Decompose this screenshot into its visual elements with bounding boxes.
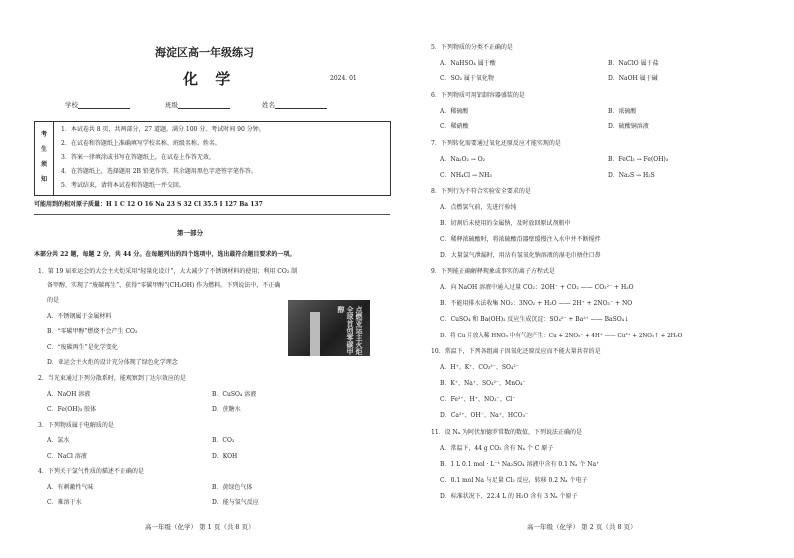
q8-option-c[interactable]: C．稀释浓硫酸时，将浓硫酸沿器壁缓慢注入水中并不断搅拌 [440, 236, 601, 243]
q1-option-d[interactable]: D．亚运会主火炬的设计充分体现了绿色化学理念 [47, 359, 178, 366]
q4-option-d[interactable]: D．能与氢气反应 [212, 499, 259, 506]
q7-option-c[interactable]: C．NH₄Cl → NH₃ [440, 172, 492, 179]
class-blank[interactable] [178, 101, 230, 109]
q6-option-d[interactable]: D．硫酸铜溶液 [608, 123, 649, 130]
torch-tower [310, 312, 320, 356]
q9-option-a[interactable]: A．向 NaOH 溶液中通入过量 CO₂：2OH⁻ + CO₂ —— CO₃²⁻ + H₂O [440, 284, 634, 291]
q9-option-b[interactable]: B．不能用排水法收集 NO₂：3NO₂ + H₂O —— 2H⁺ + 2NO₃⁻ + NO [440, 300, 633, 307]
q9-option-c[interactable]: C．CuSO₄ 和 Ba(OH)₂ 反应生成沉淀：SO₄²⁻ + Ba²⁺ —— BaSO₄↓ [440, 316, 630, 323]
q6-option-c[interactable]: C．稀硝酸 [440, 123, 469, 130]
notice-item: 5．考试结束，请将本试卷和答题纸一并交回。 [61, 182, 185, 189]
q9-option-d[interactable]: D．将 Cu 片放入稀 HNO₃ 中有气泡产生：Cu + 2NO₃⁻ + 4H⁺ —— Cu²⁺ + 2NO₂↑ + 2H₂O [440, 333, 683, 339]
q7-stem: 7．下列转化需要通过氧化还原反应才能实现的是 [431, 140, 561, 147]
notice-item: 4．在答题纸上，选择题用 2B 铅笔作答，其余题用黑色字迹签字笔作答。 [61, 168, 257, 175]
q6-stem: 6．下列物质可用铝制容器盛装的是 [431, 92, 525, 99]
q2-option-b[interactable]: B．CuSO₄ 溶液 [212, 391, 257, 398]
q1-option-c[interactable]: C．“废碳再生”是化学变化 [47, 344, 118, 351]
notice-item: 1．本试卷共 8 页，共两部分，27 道题，满分 100 分。考试时间 90 分钟。 [61, 126, 265, 133]
notice-item: 3．答案一律填涂或书写在答题纸上，在试卷上作答无效。 [61, 154, 215, 161]
school-title: 海淀区高一年级练习 [155, 46, 254, 59]
divider [34, 214, 390, 215]
q10-option-b[interactable]: B．K⁺、Na⁺、SO₄²⁻、MnO₄⁻ [440, 380, 526, 387]
q10-option-d[interactable]: D．Ca²⁺、OH⁻、Na⁺、HCO₃⁻ [440, 412, 529, 419]
q2-option-a[interactable]: A．NaOH 溶液 [47, 391, 91, 398]
q10-option-c[interactable]: C．Fe²⁺、H⁺、NO₃⁻、Cl⁻ [440, 396, 516, 403]
exam-date: 2024. 01 [330, 75, 357, 82]
field-name-label: 姓名 [262, 101, 275, 109]
q8-option-a[interactable]: A．点燃氢气前，先进行验纯 [440, 204, 517, 211]
q10-option-a[interactable]: A．H⁺、K⁺、CO₃²⁻、SO₄²⁻ [440, 364, 519, 371]
q3-option-d[interactable]: D．KOH [212, 453, 238, 460]
q7-option-b[interactable]: B．FeCl₃ → Fe(OH)₃ [608, 156, 669, 163]
field-school [65, 101, 130, 109]
field-school-label: 学校 [65, 101, 78, 109]
q11-option-d[interactable]: D．标准状况下，22.4 L 的 H₂O 含有 3 Nₐ 个原子 [440, 493, 578, 500]
field-class [165, 101, 230, 109]
q3-option-c[interactable]: C．NaCl 溶液 [47, 453, 87, 460]
page-footer: 高一年级（化学） 第 1 页（共 8 页） [145, 523, 255, 531]
q9-stem: 9．下列能正确解释现象或事实的离子方程式是 [431, 268, 555, 275]
q7-option-d[interactable]: D．Na₂S → H₂S [608, 172, 655, 179]
notice-box [34, 121, 391, 196]
q1-stem: 1．第 19 届亚运会的大会主火炬采用“轻量化设计”，大大减少了不锈钢材料的使用；利用 CO₂ 制 [38, 268, 298, 275]
q3-option-a[interactable]: A．氯水 [47, 437, 70, 444]
q4-option-c[interactable]: C．难溶于水 [47, 499, 82, 506]
part-title: 第一部分 [177, 229, 203, 237]
q5-option-a[interactable]: A．NaHSO₄ 属于酸 [440, 60, 496, 67]
notice-item: 2．在试卷和答题纸上准确填写学校名称、班级名称、姓名。 [61, 140, 221, 147]
q5-stem: 5．下列物质的分类不正确的是 [431, 44, 513, 51]
notice-char: 生 [41, 146, 48, 153]
field-class-label: 班级 [165, 101, 178, 109]
q8-option-d[interactable]: D．大量氯气泄漏时，用沾有氢氧化钠溶液的湿毛巾捂住口鼻 [440, 252, 601, 259]
q11-option-b[interactable]: B．1 L 0.1 mol · L⁻¹ Na₂SO₄ 溶液中含有 0.1 Nₐ 个 Na⁺ [440, 461, 600, 468]
q1-option-a[interactable]: A．不锈钢属于金属材料 [47, 313, 112, 320]
q11-stem: 11．设 Nₐ 为阿伏加德罗常数的数值，下列说法正确的是 [431, 429, 583, 436]
q2-option-c[interactable]: C．Fe(OH)₃ 胶体 [47, 406, 97, 413]
q5-option-d[interactable]: D．NaOH 属于碱 [608, 75, 658, 82]
q7-option-a[interactable]: A．Na₂O₂ → O₂ [440, 156, 486, 163]
part-instructions: 本部分共 22 题，每题 2 分，共 44 分。在每题列出的四个选项中，选出最符合题目要求的一项。 [34, 251, 296, 258]
school-blank[interactable] [78, 101, 130, 109]
q8-stem: 8．下列行为不符合实验安全要求的是 [431, 188, 531, 195]
page-footer: 高一年级（化学） 第 2 页（共 8 页） [527, 523, 637, 531]
q6-option-a[interactable]: A．稀硫酸 [440, 108, 469, 115]
notice-char: 知 [41, 176, 48, 183]
notice-char: 考 [41, 131, 48, 138]
q3-option-b[interactable]: B．CO₂ [212, 437, 235, 444]
subject-title: 化 学 [183, 70, 237, 88]
q5-option-b[interactable]: B．NaClO 属于盐 [608, 60, 659, 67]
q1-option-b[interactable]: B．“零碳甲醇”燃烧不会产生 CO₂ [47, 328, 138, 335]
q5-option-c[interactable]: C．SO₂ 属于氧化物 [440, 75, 494, 82]
q6-option-b[interactable]: B．浓硫酸 [608, 108, 637, 115]
q4-stem: 4．下列关于氯气性质的描述不正确的是 [38, 468, 144, 475]
q1-stem: 备甲醇，实现了“废碳再生”，获得“零碳甲醇”(CH₃OH) 作为燃料。下列说法中，不正确 [47, 282, 281, 289]
q8-option-b[interactable]: B．切割后未使用的金属钠，及时放回原试剂瓶中 [440, 220, 571, 227]
atomic-mass-line: 可能用到的相对原子质量：H 1 C 12 O 16 Na 23 S 32 Cl 35.5 I 127 Ba 137 [34, 201, 263, 208]
torch-image [288, 300, 370, 356]
q4-option-b[interactable]: B．黄绿色气体 [212, 484, 253, 491]
notice-label [35, 122, 54, 195]
q1-stem: 的是 [47, 297, 60, 304]
name-blank[interactable] [275, 101, 327, 109]
q2-stem: 2．当光束通过下列分散系时，能观察到丁达尔效应的是 [38, 375, 186, 382]
q4-option-a[interactable]: A．有刺激性气味 [47, 484, 94, 491]
q11-option-a[interactable]: A．常温下，44 g CO₂ 含有 Nₐ 个 C 原子 [440, 445, 554, 452]
q3-stem: 3．下列物质属于电解质的是 [38, 422, 114, 429]
image-caption: 点燃亚运主火炬 全球首创零碳甲醇 [337, 306, 364, 355]
notice-char: 须 [41, 161, 48, 168]
q2-option-d[interactable]: D．蔗糖水 [212, 406, 241, 413]
field-name [262, 101, 327, 109]
q11-option-c[interactable]: C．0.1 mol Na 与足量 Cl₂ 反应，转移 0.2 Nₐ 个电子 [440, 477, 588, 484]
q10-stem: 10．常温下，下列各组离子因氧化还原反应而不能大量共存的是 [431, 348, 601, 355]
page-2 [397, 0, 794, 558]
